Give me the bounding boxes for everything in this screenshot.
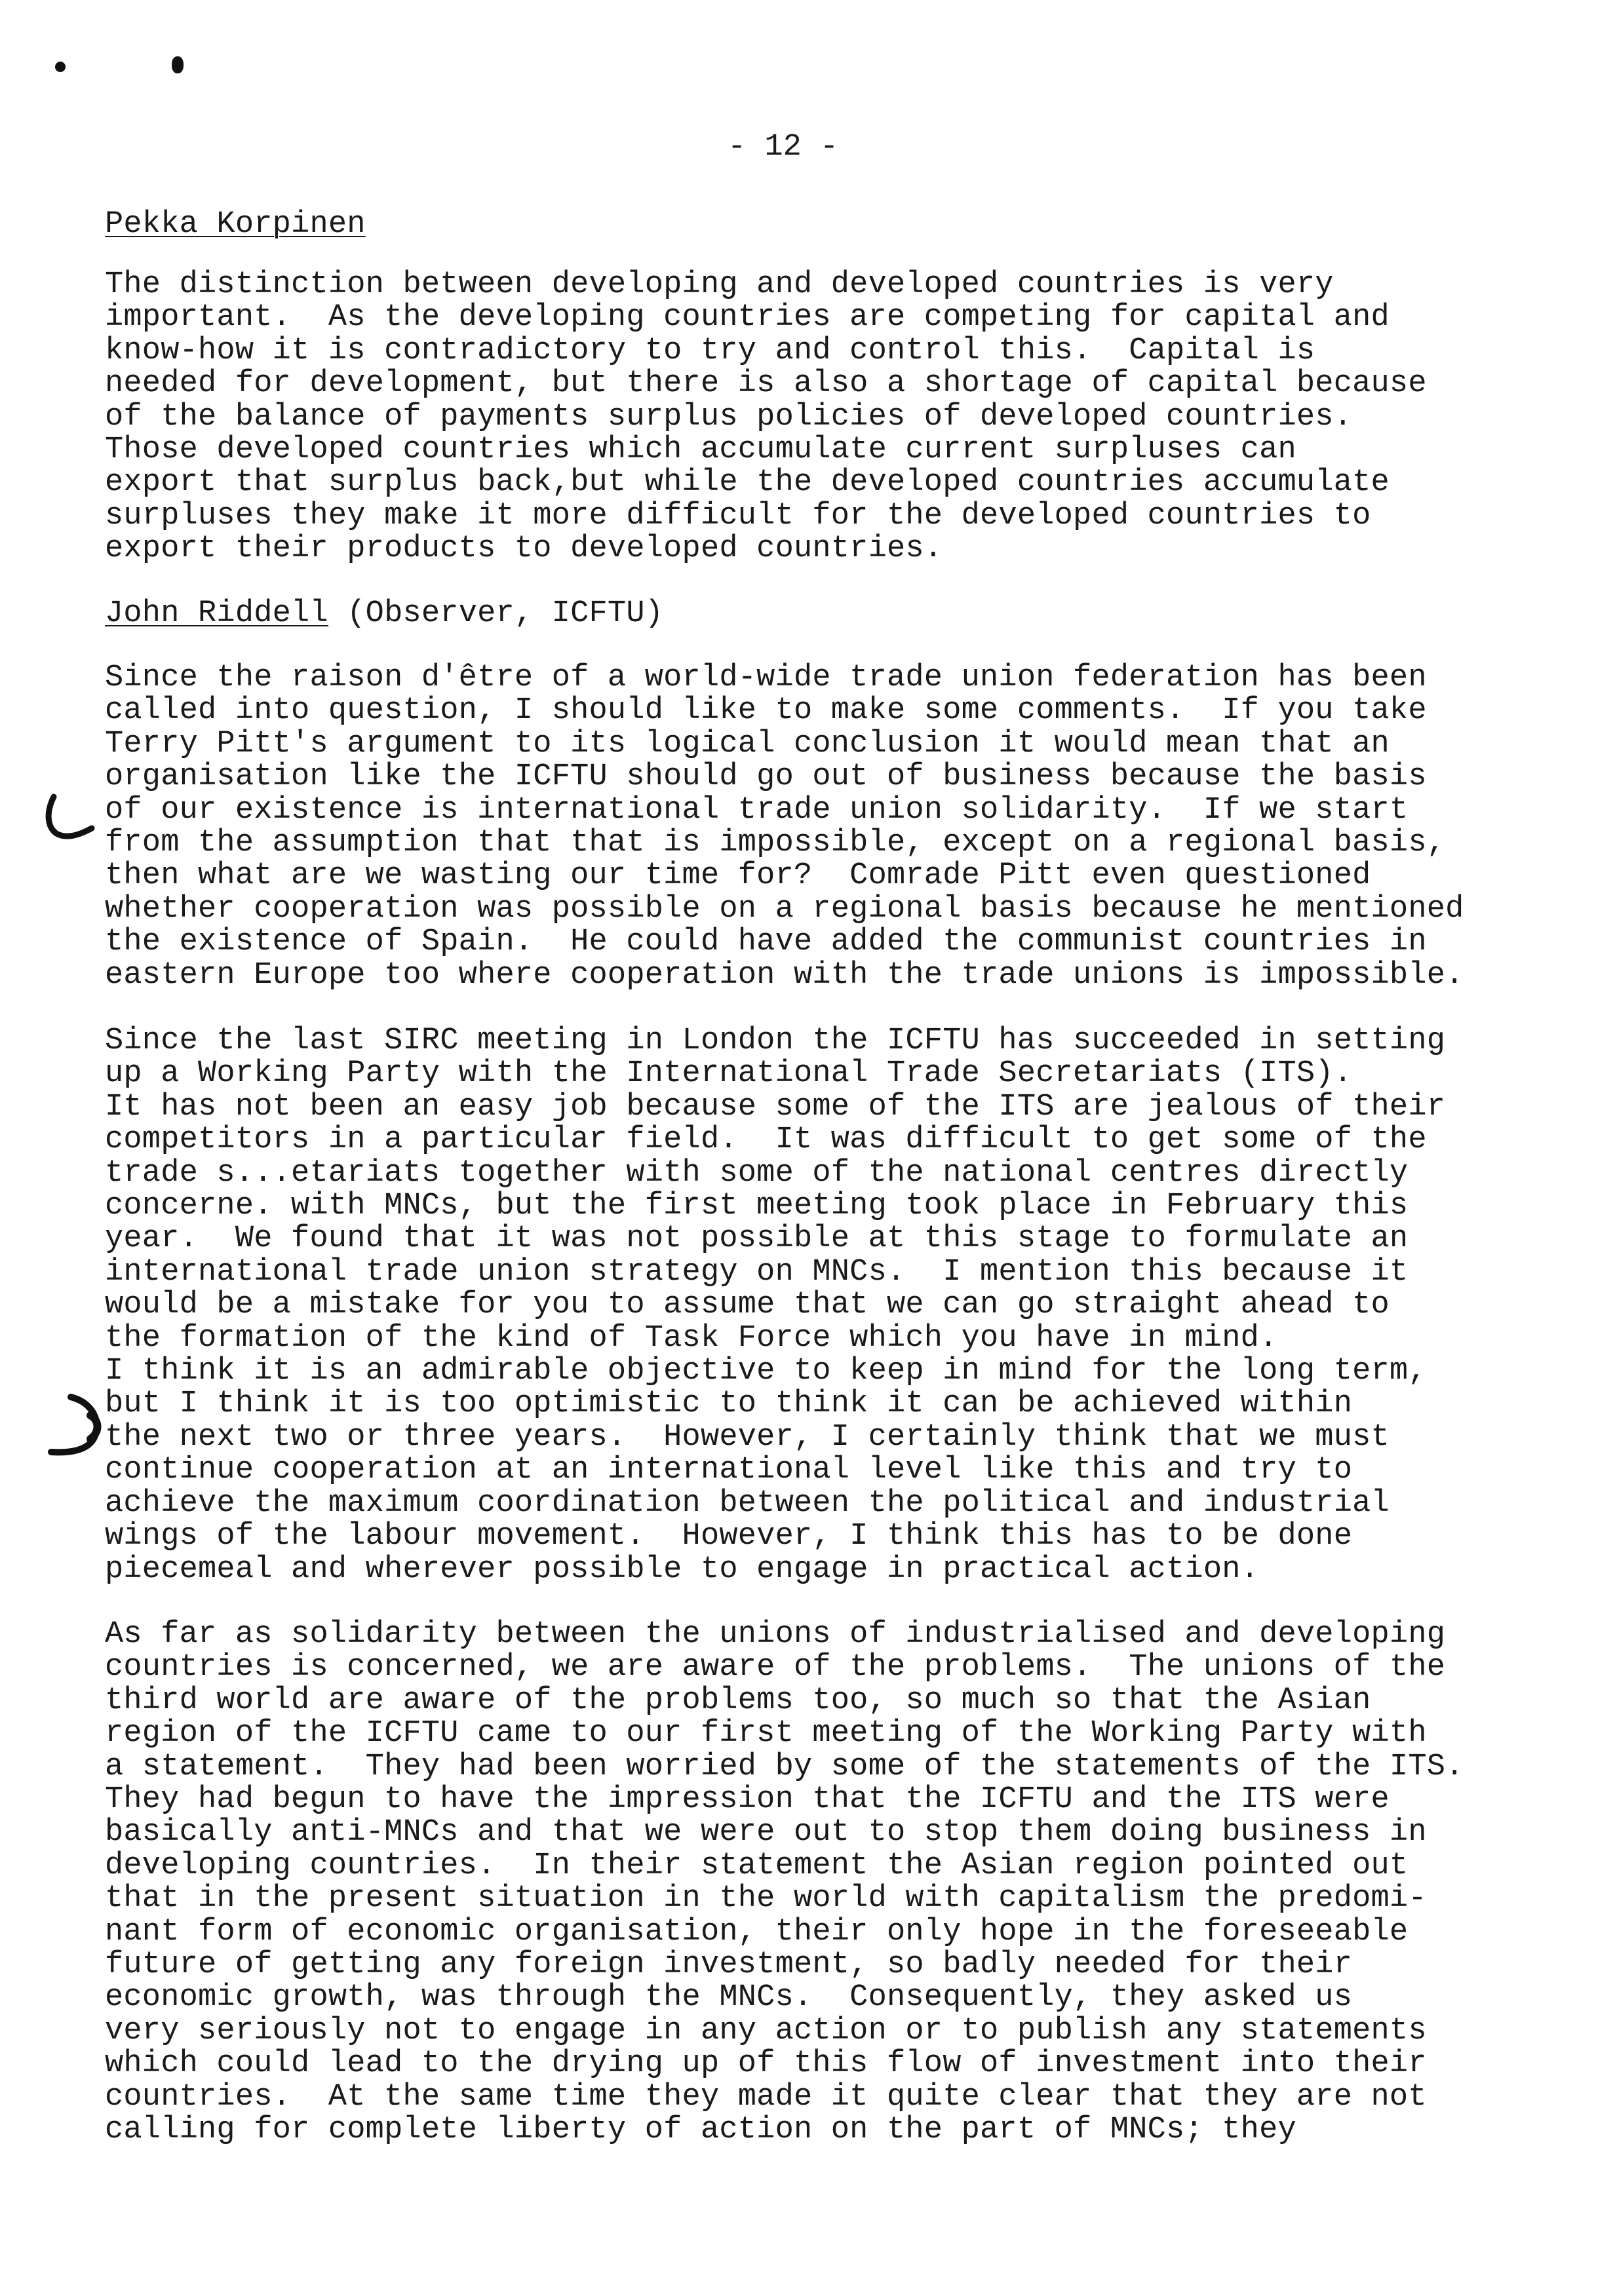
paragraph-korpinen-1: The distinction between developing and developed countries is very important. As the developing countries are competing for capital and know-how it is contradictory to try and control this. Capital is needed for development, but there is also a shortage of capital because of the balance of payments surplus policies of developed countries. Those developed countries which accumulate current surpluses can export that surplus back,but while the developed countries accumulate surpluses they make it more difficult for the developed countries to export their products to developed countries.: [105, 267, 1427, 567]
speaker-name: John Riddell: [105, 596, 328, 631]
margin-bracket-mark-upper: [39, 793, 98, 845]
speaker-heading-riddell: [105, 598, 1521, 630]
margin-bracket-mark-lower: [39, 1389, 111, 1461]
paragraph-riddell-1: Since the raison d'être of a world-wide trade union federation has been called into question, I should like to make some comments. If you take Terry Pitt's argument to its logical conclusion it would mean that an organisation like the ICFTU should go out of business because the basis of our existence is international trade union solidarity. If we start from the assumption that that is impossible, except on a regional basis, then what are we wasting our time for? Comrade Pitt even questioned whether cooperation was possible on a regional basis because he mentioned the existence of Spain. He could have added the communist countries in eastern Europe too where cooperation with the trade unions is impossible.: [105, 660, 1464, 993]
paragraph-riddell-2: Since the last SIRC meeting in London the ICFTU has succeeded in setting up a Working Party with the International Trade Secretariats (ITS). It has not been an easy job because some of the ITS are jealous of their competitors in a particular field. It was difficult to get some of the trade s...etariats together with some of the national centres directly concerne. with MNCs, but the first meeting took place in February this year. We found that it was not possible at this stage to formulate an international trade union strategy on MNCs. I mention this because it would be a mistake for you to assume that we can go straight ahead to the formation of the kind of Task Force which you have in mind. I think it is an admirable objective to keep in mind for the long term, but I think it is too optimistic to think it can be achieved within the next two or three years. However, I certainly think that we must continue cooperation at an international level like this and try to achieve the maximum coordination between the political and industrial wings of the labour movement. However, I think this has to be done piecemeal and wherever possible to engage in practical action.: [105, 1024, 1446, 1587]
speaker-heading-korpinen: [105, 208, 1521, 241]
speaker-name: Pekka Korpinen: [105, 207, 366, 242]
paragraph-riddell-3: As far as solidarity between the unions of industrialised and developing countries is concerned, we are aware of the problems. The unions of the third world are aware of the problems too, so much so that the Asian region of the ICFTU came to our first meeting of the Working Party with a statement. They had been worried by some of the statements of the ITS. They had begun to have the impression that the ICFTU and the ITS were basically anti-MNCs and that we were out to stop them doing business in developing countries. In their statement the Asian region pointed out that in the present situation in the world with capitalism the predomi- nant form of economic organisation, their only hope in the foreseeable future of getting any foreign investment, so badly needed for their economic growth, was through the MNCs. Consequently, they asked us very seriously not to engage in any action or to publish any statements which could lead to the drying up of this flow of investment into their countries. At the same time they made it quite clear that they are not calling for complete liberty of action on the part of MNCs; they: [105, 1617, 1464, 2148]
scan-dot-right: [172, 56, 184, 73]
page-number: - 12 -: [728, 130, 839, 164]
scan-dot-left: [55, 62, 66, 72]
speaker-affiliation: (Observer, ICFTU): [328, 596, 664, 631]
